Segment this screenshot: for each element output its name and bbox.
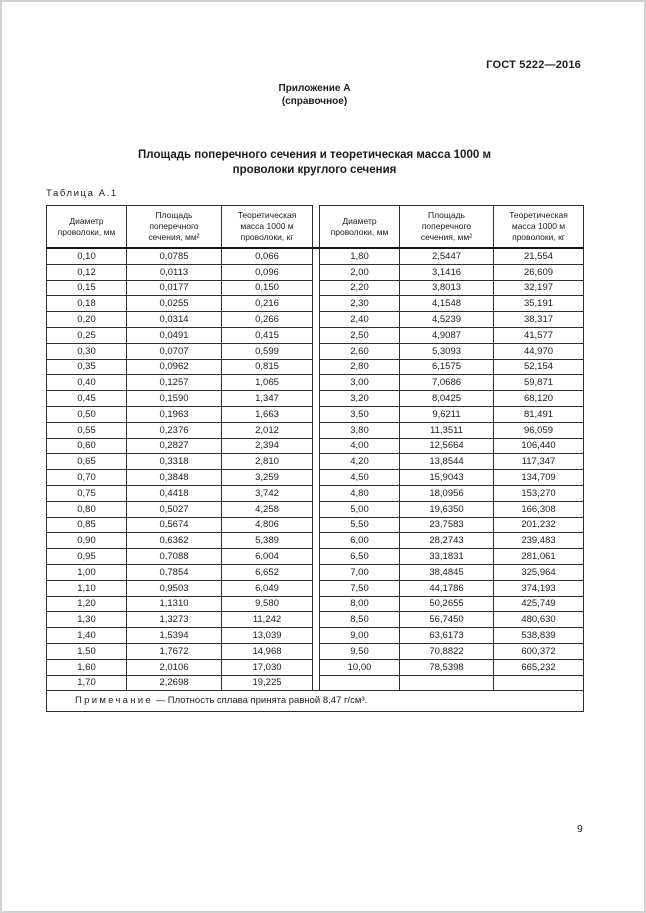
column-gap: [313, 280, 320, 296]
table-row: [47, 264, 584, 280]
column-gap: [313, 643, 320, 659]
table-cell: 52,154: [494, 359, 584, 375]
table-cell: 0,150: [222, 280, 313, 296]
column-gap: [313, 596, 320, 612]
table-cell: 9,6211: [400, 406, 494, 422]
table-cell: 0,50: [47, 406, 127, 422]
table-cell: 374,193: [494, 580, 584, 596]
table-row: [47, 643, 584, 659]
column-gap: [313, 675, 320, 691]
table-cell: 33,1831: [400, 549, 494, 565]
table-cell: 134,709: [494, 470, 584, 486]
table-row: [47, 580, 584, 596]
table-cell: 7,50: [320, 580, 400, 596]
table-cell: 3,1416: [400, 264, 494, 280]
table-cell: 78,5398: [400, 659, 494, 675]
column-gap: [313, 485, 320, 501]
table-cell: 12,5664: [400, 438, 494, 454]
table-cell: 2,012: [222, 422, 313, 438]
table-cell: 0,3318: [127, 454, 222, 470]
table-cell: 281,061: [494, 549, 584, 565]
table-row: [47, 422, 584, 438]
table-cell: 425,749: [494, 596, 584, 612]
table-cell: 0,0962: [127, 359, 222, 375]
table-cell: 38,317: [494, 312, 584, 328]
table-cell: 5,3093: [400, 343, 494, 359]
table-cell: 0,70: [47, 470, 127, 486]
table-cell: 4,258: [222, 501, 313, 517]
table-cell: 480,630: [494, 612, 584, 628]
table-cell: 1,5394: [127, 628, 222, 644]
table-cell: 4,50: [320, 470, 400, 486]
table-cell: 665,232: [494, 659, 584, 675]
table-cell: 4,20: [320, 454, 400, 470]
table-cell: 3,20: [320, 391, 400, 407]
table-cell: 0,60: [47, 438, 127, 454]
table-cell: 14,968: [222, 643, 313, 659]
table-cell: 0,1257: [127, 375, 222, 391]
doc-number: ГОСТ 5222—2016: [486, 59, 581, 71]
table-cell: 1,40: [47, 628, 127, 644]
table-body: [47, 248, 584, 691]
table-cell: 15,9043: [400, 470, 494, 486]
table-row: [47, 470, 584, 486]
table-row: [47, 612, 584, 628]
table-cell: 38,4845: [400, 564, 494, 580]
table-cell: 4,9087: [400, 327, 494, 343]
table-cell: 0,75: [47, 485, 127, 501]
table-row: [47, 312, 584, 328]
table-cell: 10,00: [320, 659, 400, 675]
table-cell: 106,440: [494, 438, 584, 454]
table-cell: 96,059: [494, 422, 584, 438]
table-cell: 18,0956: [400, 485, 494, 501]
table-cell: 0,0314: [127, 312, 222, 328]
column-gap: [313, 454, 320, 470]
table-cell: 2,810: [222, 454, 313, 470]
table-cell: 21,554: [494, 248, 584, 264]
table-cell: 1,50: [47, 643, 127, 659]
table-cell: 6,50: [320, 549, 400, 565]
table-cell: 3,8013: [400, 280, 494, 296]
table-row: [47, 359, 584, 375]
table-cell: 0,15: [47, 280, 127, 296]
table-cell: 8,00: [320, 596, 400, 612]
table-cell: 4,806: [222, 517, 313, 533]
table-note-row: [47, 691, 584, 712]
table-cell: 2,60: [320, 343, 400, 359]
column-gap: [313, 327, 320, 343]
table-cell: 0,415: [222, 327, 313, 343]
appendix-title: Приложение А: [278, 83, 351, 94]
column-gap: [313, 296, 320, 312]
table-cell: 325,964: [494, 564, 584, 580]
column-gap: [313, 375, 320, 391]
table-cell: 4,80: [320, 485, 400, 501]
table-cell: 1,1310: [127, 596, 222, 612]
table-cell: 2,20: [320, 280, 400, 296]
table-cell: 2,50: [320, 327, 400, 343]
table-cell: 117,347: [494, 454, 584, 470]
column-gap: [313, 438, 320, 454]
table-cell: 5,50: [320, 517, 400, 533]
table-cell: 26,609: [494, 264, 584, 280]
table-cell: 5,00: [320, 501, 400, 517]
table-cell: 166,308: [494, 501, 584, 517]
table-cell: 0,5027: [127, 501, 222, 517]
table-cell: 0,2827: [127, 438, 222, 454]
column-gap: [313, 533, 320, 549]
table-cell: 0,599: [222, 343, 313, 359]
title-line-1: Площадь поперечного сечения и теоретическая масса 1000 м: [138, 149, 491, 161]
table-cell: 35,191: [494, 296, 584, 312]
column-gap: [313, 422, 320, 438]
column-gap: [313, 549, 320, 565]
table-cell: 6,049: [222, 580, 313, 596]
column-gap: [313, 206, 320, 249]
table-cell: 68,120: [494, 391, 584, 407]
table-row: [47, 391, 584, 407]
table-row: [47, 454, 584, 470]
column-header: Теоретическая масса 1000 м проволоки, кг: [494, 206, 584, 249]
table-row: [47, 501, 584, 517]
table-cell: 1,30: [47, 612, 127, 628]
table-cell: 17,030: [222, 659, 313, 675]
table-cell: 1,3273: [127, 612, 222, 628]
table-cell: 0,30: [47, 343, 127, 359]
table-cell: 538,839: [494, 628, 584, 644]
column-header: Площадь поперечного сечения, мм²: [127, 206, 222, 249]
table-cell: 0,096: [222, 264, 313, 280]
table-cell: 1,20: [47, 596, 127, 612]
table-cell: 0,815: [222, 359, 313, 375]
table-cell: 0,80: [47, 501, 127, 517]
table-cell: 0,0707: [127, 343, 222, 359]
appendix-heading: [46, 83, 583, 108]
table-row: [47, 596, 584, 612]
table-cell: 9,00: [320, 628, 400, 644]
column-gap: [313, 659, 320, 675]
column-gap: [313, 248, 320, 264]
table-cell: 44,970: [494, 343, 584, 359]
table-cell: 13,039: [222, 628, 313, 644]
table-cell: 11,242: [222, 612, 313, 628]
table-cell: 0,45: [47, 391, 127, 407]
column-gap: [313, 264, 320, 280]
table-cell: 7,0686: [400, 375, 494, 391]
table-cell: 9,50: [320, 643, 400, 659]
table-cell: 0,12: [47, 264, 127, 280]
table-row: [47, 248, 584, 264]
column-header: Теоретическая масса 1000 м проволоки, кг: [222, 206, 313, 249]
table-cell: 0,90: [47, 533, 127, 549]
table-cell: 0,85: [47, 517, 127, 533]
table-row: [47, 343, 584, 359]
column-header: Площадь поперечного сечения, мм²: [400, 206, 494, 249]
table-cell: 70,8822: [400, 643, 494, 659]
table-cell: 0,10: [47, 248, 127, 264]
table-cell: 0,25: [47, 327, 127, 343]
document-title: [46, 148, 583, 178]
table-cell: 4,1548: [400, 296, 494, 312]
table-cell: 0,0491: [127, 327, 222, 343]
table-row: [47, 406, 584, 422]
table-cell: 0,216: [222, 296, 313, 312]
column-gap: [313, 343, 320, 359]
table-cell: 0,95: [47, 549, 127, 565]
wire-mass-table: [46, 205, 584, 712]
table-cell: 4,00: [320, 438, 400, 454]
column-gap: [313, 501, 320, 517]
table-cell: 13,8544: [400, 454, 494, 470]
table-cell: 0,066: [222, 248, 313, 264]
table-cell: 0,7088: [127, 549, 222, 565]
table-cell: 2,0106: [127, 659, 222, 675]
table-header-row: [47, 206, 584, 249]
column-gap: [313, 580, 320, 596]
note-text: — Плотность сплава принята равной 8,47 г/см³.: [153, 695, 368, 707]
page-number: 9: [577, 823, 583, 835]
column-gap: [313, 612, 320, 628]
table-cell: 0,40: [47, 375, 127, 391]
table-row: [47, 280, 584, 296]
table-cell: 11,3511: [400, 422, 494, 438]
table-cell: 153,270: [494, 485, 584, 501]
table-cell: 0,0785: [127, 248, 222, 264]
table-cell: 0,18: [47, 296, 127, 312]
table-cell: 0,35: [47, 359, 127, 375]
table-cell: 2,80: [320, 359, 400, 375]
table-row: [47, 485, 584, 501]
table-row: [47, 659, 584, 675]
table-cell: 0,5674: [127, 517, 222, 533]
table-cell: 44,1786: [400, 580, 494, 596]
table-note: [47, 691, 584, 712]
table-cell: 6,004: [222, 549, 313, 565]
table-cell: 1,60: [47, 659, 127, 675]
table-row: [47, 327, 584, 343]
table-cell: 2,5447: [400, 248, 494, 264]
table-cell: 239,483: [494, 533, 584, 549]
table-cell: 5,389: [222, 533, 313, 549]
column-gap: [313, 359, 320, 375]
column-gap: [313, 470, 320, 486]
table-cell: 0,0255: [127, 296, 222, 312]
column-gap: [313, 628, 320, 644]
table-cell: 59,871: [494, 375, 584, 391]
table-cell: 23,7583: [400, 517, 494, 533]
table-cell: 0,2376: [127, 422, 222, 438]
table-cell: 6,652: [222, 564, 313, 580]
table-cell: 81,491: [494, 406, 584, 422]
table-cell: 9,580: [222, 596, 313, 612]
table-cell: 3,00: [320, 375, 400, 391]
table-cell: 1,10: [47, 580, 127, 596]
table-cell: 4,5239: [400, 312, 494, 328]
table-cell: 56,7450: [400, 612, 494, 628]
column-gap: [313, 391, 320, 407]
appendix-subtitle: (справочное): [281, 95, 348, 107]
table-cell: 28,2743: [400, 533, 494, 549]
table-cell: 1,663: [222, 406, 313, 422]
table-cell: 0,55: [47, 422, 127, 438]
table-cell: 19,225: [222, 675, 313, 691]
table-cell: 1,7672: [127, 643, 222, 659]
column-gap: [313, 517, 320, 533]
table-cell: 0,3848: [127, 470, 222, 486]
column-gap: [313, 312, 320, 328]
column-header: Диаметр проволоки, мм: [47, 206, 127, 249]
table-cell: 0,0113: [127, 264, 222, 280]
table-cell: 0,0177: [127, 280, 222, 296]
table-cell: 600,372: [494, 643, 584, 659]
table-row: [47, 675, 584, 691]
column-header: Диаметр проволоки, мм: [320, 206, 400, 249]
table-cell: 2,394: [222, 438, 313, 454]
table-cell: 2,2698: [127, 675, 222, 691]
table-cell: 1,065: [222, 375, 313, 391]
table-cell: 1,80: [320, 248, 400, 264]
table-cell: 201,232: [494, 517, 584, 533]
table-cell: 8,0425: [400, 391, 494, 407]
table-cell: 19,6350: [400, 501, 494, 517]
table-cell: 1,00: [47, 564, 127, 580]
table-row: [47, 549, 584, 565]
table-row: [47, 296, 584, 312]
table-cell: 2,00: [320, 264, 400, 280]
table-cell: 0,20: [47, 312, 127, 328]
table-row: [47, 438, 584, 454]
table-cell: 3,259: [222, 470, 313, 486]
table-cell: 0,65: [47, 454, 127, 470]
table-cell: 3,80: [320, 422, 400, 438]
table-cell: 1,347: [222, 391, 313, 407]
table-cell: [320, 675, 400, 691]
title-line-2: проволоки круглого сечения: [232, 164, 397, 176]
table-cell: 0,6362: [127, 533, 222, 549]
table-cell: 3,50: [320, 406, 400, 422]
table-label: Таблица А.1: [46, 188, 118, 199]
table-cell: 0,9503: [127, 580, 222, 596]
table-cell: 2,40: [320, 312, 400, 328]
table-cell: 3,742: [222, 485, 313, 501]
table-cell: 0,1590: [127, 391, 222, 407]
table-row: [47, 533, 584, 549]
table-row: [47, 517, 584, 533]
table-row: [47, 628, 584, 644]
table-row: [47, 375, 584, 391]
table-cell: 1,70: [47, 675, 127, 691]
table-cell: 6,1575: [400, 359, 494, 375]
table-cell: 63,6173: [400, 628, 494, 644]
column-gap: [313, 564, 320, 580]
table-cell: 7,00: [320, 564, 400, 580]
table-cell: 32,197: [494, 280, 584, 296]
table-cell: [400, 675, 494, 691]
note-label: Примечание: [75, 695, 153, 707]
table-cell: 0,4418: [127, 485, 222, 501]
table-cell: 0,266: [222, 312, 313, 328]
table-cell: 6,00: [320, 533, 400, 549]
table-cell: 50,2655: [400, 596, 494, 612]
table-cell: 0,1963: [127, 406, 222, 422]
table-cell: 2,30: [320, 296, 400, 312]
table-row: [47, 564, 584, 580]
table-cell: 41,577: [494, 327, 584, 343]
table-cell: [494, 675, 584, 691]
table-cell: 0,7854: [127, 564, 222, 580]
column-gap: [313, 406, 320, 422]
table-cell: 8,50: [320, 612, 400, 628]
